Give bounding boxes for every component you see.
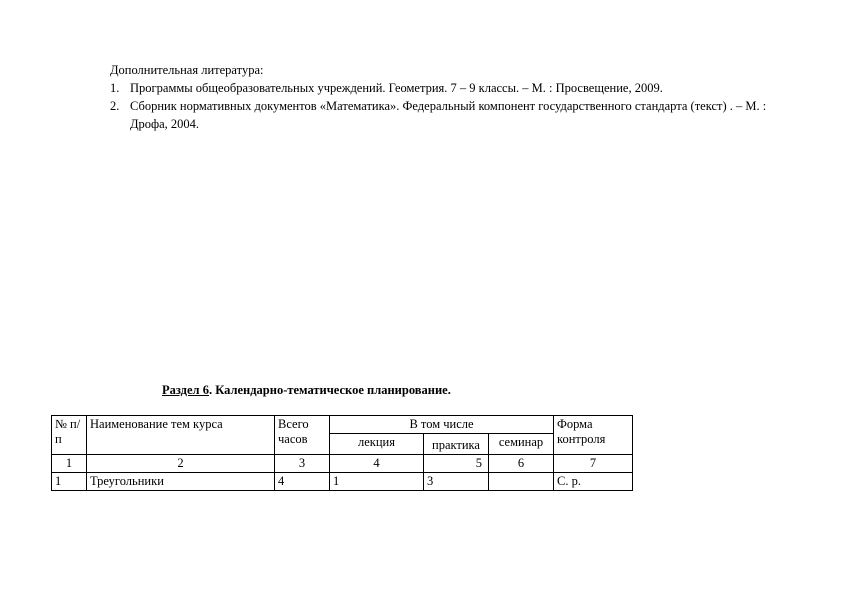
table-header-row (52, 416, 633, 434)
cell-seminar (489, 473, 554, 491)
table-row (52, 473, 633, 491)
table-column-numbers-row (52, 455, 633, 473)
cell-lecture: 1 (330, 473, 424, 491)
section-title-text: . Календарно-тематическое планирование. (208, 383, 451, 397)
section-label: Раздел 6 (162, 383, 209, 397)
column-number: 5 (424, 455, 489, 473)
header-hours: Всего часов (275, 416, 330, 455)
column-number: 4 (330, 455, 424, 473)
column-number: 6 (489, 455, 554, 473)
literature-item (110, 79, 740, 97)
header-name: Наименование тем курса (87, 416, 275, 455)
cell-name: Треугольники (87, 473, 275, 491)
planning-table (51, 415, 633, 491)
header-seminar: семинар (489, 434, 554, 455)
literature-heading: Дополнительная литература: (110, 63, 264, 77)
header-num: № п/п (52, 416, 87, 455)
column-number: 1 (52, 455, 87, 473)
literature-item-text: Программы общеобразовательных учреждений. Геометрия. 7 – 9 классы. – М. : Просвещение, 2009. (130, 81, 663, 95)
header-including: В том числе (330, 416, 554, 434)
cell-hours: 4 (275, 473, 330, 491)
literature-item-number: 1. (110, 81, 120, 95)
column-number: 3 (275, 455, 330, 473)
cell-practice: 3 (424, 473, 489, 491)
header-control: Форма контроля (554, 416, 633, 455)
header-practice: практика (424, 434, 489, 455)
literature-item-text: Сборник нормативных документов «Математика». Федеральный компонент государственного стандарта (текст) . – М. : Дрофа, 2004. (130, 99, 767, 131)
section-title (162, 383, 451, 398)
column-number: 2 (87, 455, 275, 473)
cell-num: 1 (52, 473, 87, 491)
literature-item-number: 2. (110, 99, 120, 113)
column-number: 7 (554, 455, 633, 473)
literature-item (110, 97, 770, 133)
additional-literature (110, 61, 770, 133)
header-lecture: лекция (330, 434, 424, 455)
cell-control: С. р. (554, 473, 633, 491)
